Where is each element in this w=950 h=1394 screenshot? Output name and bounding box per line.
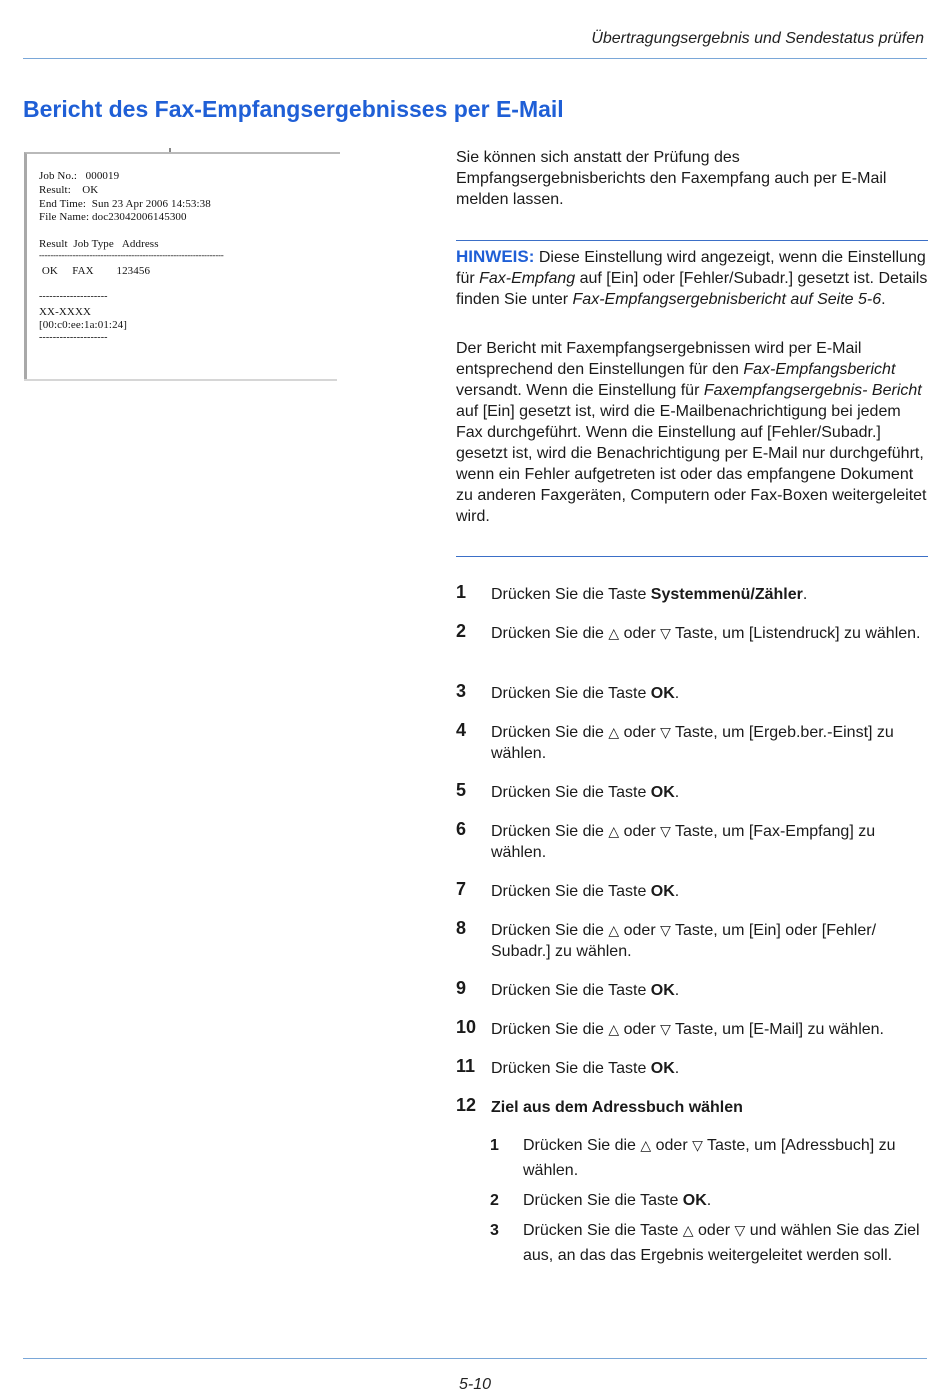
sub-step-text: Drücken Sie die △ oder ▽ Taste, um [Adressbuch] zu wählen.	[523, 1137, 896, 1179]
step-text: Drücken Sie die △ oder ▽ Taste, um [Ein] oder [Fehler/ Subadr.] zu wählen.	[491, 922, 877, 960]
running-header: Übertragungsergebnis und Sendestatus prüfen	[591, 30, 924, 47]
page-number: 5-10	[458, 1376, 492, 1393]
report-line-table-header: Result Job Type Address	[39, 238, 159, 250]
down-arrow-icon: ▽	[734, 1222, 746, 1238]
header-rule	[23, 58, 927, 59]
note-text: auf [Ein] oder [Fehler/Subadr.] gesetzt ist. Details finden Sie unter	[456, 270, 928, 308]
step-text: Drücken Sie die Taste OK.	[491, 982, 680, 999]
step-text: Drücken Sie die △ oder ▽ Taste, um [Listendruck] zu wählen.	[491, 625, 921, 642]
note-rule-top	[456, 240, 928, 241]
step-number: 3	[456, 681, 467, 701]
up-arrow-icon: △	[640, 1137, 652, 1153]
note-paragraph	[456, 246, 930, 310]
step-text: Drücken Sie die △ oder ▽ Taste, um [E-Mail] zu wählen.	[491, 1021, 884, 1038]
up-arrow-icon: △	[608, 1021, 620, 1037]
sub-step-number: 3	[490, 1222, 499, 1239]
sub-step-number: 2	[490, 1192, 499, 1209]
step-number: 7	[456, 879, 467, 899]
step-number: 8	[456, 918, 467, 938]
step-number: 6	[456, 819, 467, 839]
screenshot-mark	[169, 148, 171, 152]
note-text: versandt. Wenn die Einstellung für	[456, 382, 704, 399]
step-number: 1	[456, 582, 467, 602]
step-number: 11	[456, 1056, 476, 1076]
note-rule-bottom	[456, 556, 928, 557]
step-number: 12	[456, 1095, 477, 1115]
down-arrow-icon: ▽	[660, 625, 671, 641]
down-arrow-icon: ▽	[660, 1021, 671, 1037]
report-line-end-time: End Time: Sun 23 Apr 2006 14:53:38	[39, 198, 211, 210]
report-line-device: XX-XXXX	[39, 306, 92, 318]
note-label: HINWEIS:	[456, 247, 535, 266]
note-reference: Fax-Empfangsergebnisbericht auf Seite 5-6	[572, 291, 882, 308]
note-text: auf [Ein] gesetzt ist, wird die E-Mailbenachrichtigung bei jedem Fax durchgeführt. Wenn die Einstellung auf [Fehler/Subadr.] gesetzt ist, wird die Benachrichtigung per E-Mail nur durchgeführt, wenn ein Fehler aufgetreten ist oder das empfangene Dokument zu anderen Faxgeräten, Computern oder Fax-Boxen weitergeleitet wird.	[456, 403, 927, 525]
report-line-table-row: OK FAX 123456	[39, 265, 151, 277]
down-arrow-icon: ▽	[692, 1137, 703, 1153]
report-line-mac: [00:c0:ee:1a:01:24]	[39, 319, 128, 331]
sub-step-text: Drücken Sie die Taste △ oder ▽ und wählen Sie das Ziel aus, an das das Ergebnis weitergeleitet werden soll.	[523, 1222, 920, 1264]
sub-step-number: 1	[490, 1137, 499, 1154]
step-text: Drücken Sie die Taste OK.	[491, 1060, 680, 1077]
up-arrow-icon: △	[608, 625, 620, 641]
report-line-file-name: File Name: doc23042006145300	[39, 211, 187, 223]
up-arrow-icon: △	[608, 922, 620, 938]
report-line-divider: --------------------	[39, 291, 108, 302]
step-number: 9	[456, 978, 467, 998]
page-title: Bericht des Fax-Empfangsergebnisses per E-Mail	[23, 96, 564, 122]
step-text: Drücken Sie die Taste OK.	[491, 784, 680, 801]
step-text: Drücken Sie die Taste OK.	[491, 883, 680, 900]
step-number: 10	[456, 1017, 477, 1037]
report-line-separator: ------------------------------------------------------------------	[39, 250, 224, 260]
sub-step-text: Drücken Sie die Taste OK.	[523, 1192, 712, 1209]
step-text: Drücken Sie die Taste Systemmenü/Zähler.	[491, 586, 808, 603]
up-arrow-icon: △	[682, 1222, 694, 1238]
report-line-divider: --------------------	[39, 332, 108, 343]
note-text: Diese Einstellung wird angezeigt, wenn die Einstellung für	[456, 249, 926, 287]
footer-rule	[23, 1358, 927, 1359]
down-arrow-icon: ▽	[660, 922, 671, 938]
note-italic: Fax-Empfangsbericht	[743, 361, 896, 378]
step-number: 5	[456, 780, 467, 800]
up-arrow-icon: △	[608, 823, 620, 839]
email-report-screenshot	[24, 152, 340, 381]
report-line-result: Result: OK	[39, 184, 99, 196]
note-text: Der Bericht mit Faxempfangsergebnissen wird per E-Mail entsprechend den Einstellungen für den	[456, 340, 862, 378]
step-text: Drücken Sie die △ oder ▽ Taste, um [Ergeb.ber.-Einst] zu wählen.	[491, 724, 894, 762]
step-number: 2	[456, 621, 467, 641]
step-number: 4	[456, 720, 467, 740]
note-italic: Fax-Empfang	[479, 270, 576, 287]
step-text: Drücken Sie die △ oder ▽ Taste, um [Fax-Empfang] zu wählen.	[491, 823, 876, 861]
up-arrow-icon: △	[608, 724, 620, 740]
step-text: Drücken Sie die Taste OK.	[491, 685, 680, 702]
note-paragraph-2	[456, 338, 930, 527]
screenshot-shadow	[24, 379, 337, 381]
step-heading: Ziel aus dem Adressbuch wählen	[491, 1099, 743, 1116]
intro-paragraph: Sie können sich anstatt der Prüfung des Empfangsergebnisberichts den Faxempfang auch per E-Mail melden lassen.	[456, 149, 887, 208]
report-line-job-no: Job No.: 000019	[39, 170, 120, 182]
note-italic: Faxempfangsergebnis- Bericht	[703, 382, 922, 399]
note-text: .	[881, 291, 886, 308]
down-arrow-icon: ▽	[660, 724, 671, 740]
down-arrow-icon: ▽	[660, 823, 671, 839]
